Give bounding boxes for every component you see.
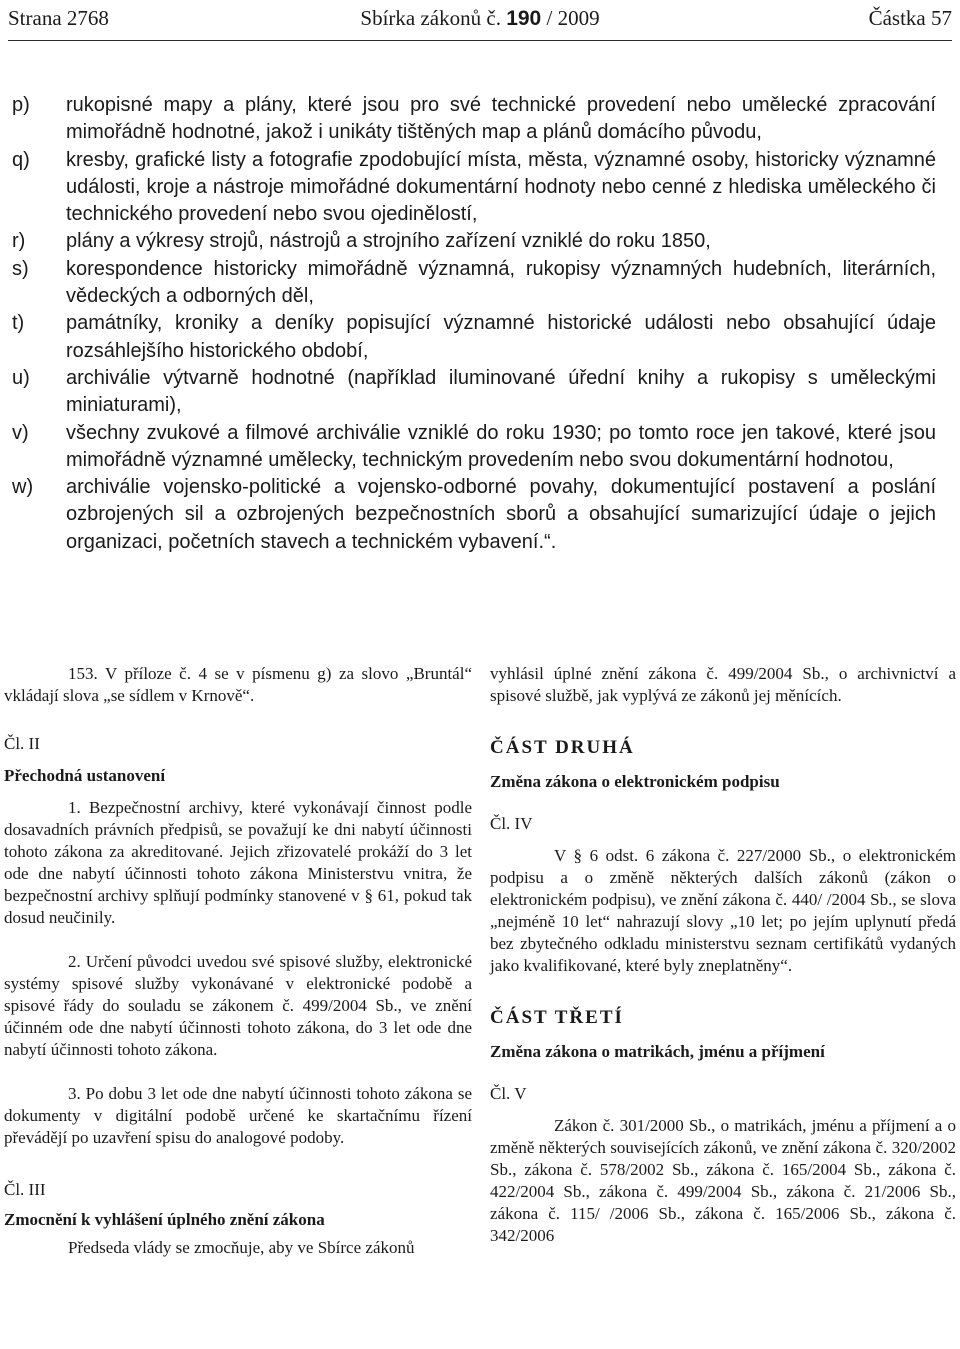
article-3-text: Předseda vlády se zmocňuje, aby ve Sbírce zákonů bbox=[68, 1238, 415, 1257]
list-item bbox=[12, 474, 936, 556]
list-item-text: plány a výkresy strojů, nástrojů a strojního zařízení vzniklé do roku 1850, bbox=[66, 230, 711, 253]
list-item-text: všechny zvukové a filmové archiválie vzniklé do roku 1930; po tomto roce jen takové, které jsou mimořádně významné umělecky, technickým provedením nebo svou dokumentární hodnotou, bbox=[66, 421, 936, 471]
spacer bbox=[4, 755, 472, 765]
spacer bbox=[490, 977, 956, 1007]
spacer bbox=[4, 1061, 472, 1083]
spacer bbox=[4, 787, 472, 797]
article-5-heading: Čl. V bbox=[490, 1084, 527, 1103]
list-item-text: památníky, kroniky a deníky popisující významné historické události nebo obsahující údaje rozsáhlejšího historického období, bbox=[66, 312, 936, 362]
spacer bbox=[4, 929, 472, 951]
part-3-title: Změna zákona o matrikách, jménu a příjmení bbox=[490, 1042, 825, 1061]
part-2-heading: ČÁST DRUHÁ bbox=[490, 737, 635, 758]
spacer bbox=[4, 1149, 472, 1179]
article-4-text: V § 6 odst. 6 zákona č. 227/2000 Sb., o elektronickém podpisu a o změně některých dalších zákonů (zákon o elektronickém podpisu), ve znění zákona č. 440/ /2004 Sb., se slova „nejméně 10 let“ nahrazují slovy „10 let; po jejím uplynutí předá bez zbytečného odkladu ministerstvu seznam certifikátů vydaných jako kvalifikované, které byly zneplatněny“. bbox=[490, 846, 956, 975]
spacer bbox=[490, 1105, 956, 1115]
list-item bbox=[12, 228, 936, 255]
spacer bbox=[490, 707, 956, 737]
spacer bbox=[490, 1029, 956, 1041]
part-2-title: Změna zákona o elektronickém podpisu bbox=[490, 772, 780, 791]
transitional-paragraph-1: 1. Bezpečnostní archivy, které vykonávají činnost podle dosavadních právních předpisů, se považují ke dni nabytí účinnosti tohoto zákona za akreditované. Jejich zřizovatelé prokáží do 3 let ode dne nabytí účinnosti tohoto zákona Ministerstvu vnitra, že bezpečnostní archivy splňují podmínky stanovené v § 61, pokud tak dosud neučinily. bbox=[4, 798, 472, 927]
article-3-heading: Čl. III bbox=[4, 1180, 46, 1199]
transitional-paragraph-3: 3. Po dobu 3 let ode dne nabytí účinnosti tohoto zákona se dokumenty v digitální podobě určené ke skartačnímu řízení převádějí po uzavření spisu do analogové podoby. bbox=[4, 1084, 472, 1147]
article-3-title: Zmocnění k vyhlášení úplného znění zákona bbox=[4, 1210, 325, 1229]
part-3-heading: ČÁST TŘETÍ bbox=[490, 1007, 624, 1028]
spacer bbox=[490, 793, 956, 813]
transitional-paragraph-2: 2. Určení původci uvedou své spisové služby, elektronické systémy spisové služby vykonávané v elektronické podobě a spisové řády do souladu se zákonem č. 499/2004 Sb., ve znění účinném ode dne nabytí účinnosti tohoto zákona, do 3 let ode dne nabytí účinnosti tohoto zákona. bbox=[4, 952, 472, 1059]
list-item bbox=[12, 420, 936, 475]
list-item bbox=[12, 92, 936, 147]
collection-prefix: Sbírka zákonů č. bbox=[360, 6, 501, 30]
list-item-label: v) bbox=[12, 421, 29, 444]
list-item bbox=[12, 310, 936, 365]
page-header bbox=[8, 0, 952, 41]
list-item-text: kresby, grafické listy a fotografie zpodobující místa, města, významné osoby, historicky významné události, kroje a nástroje mimořádné dokumentární hodnoty nebo cenné z hlediska uměleckého či technického provedení nebo svou ojedinělostí, bbox=[66, 148, 936, 226]
spacer bbox=[490, 759, 956, 771]
list-item bbox=[12, 147, 936, 229]
list-item-label: s) bbox=[12, 257, 29, 280]
amendment-point-153: 153. V příloze č. 4 se v písmenu g) za slovo „Bruntál“ vkládají slova „se sídlem v Krnově“. bbox=[4, 664, 472, 705]
collection-title bbox=[8, 6, 952, 31]
list-item bbox=[12, 365, 936, 420]
list-item-text: korespondence historicky mimořádně významná, rukopisy významných hudebních, literárních, vědeckých a odborných děl, bbox=[66, 257, 936, 308]
article-2-title: Přechodná ustanovení bbox=[4, 766, 166, 785]
list-item-text: archiválie vojensko-politické a vojensko-odborné povahy, dokumentující postavení a poslání ozbrojených sil a ozbrojených bezpečnostních sborů a obsahující sumarizující údaje o jejich organizaci, početních stavech a technickém vybavení.“. bbox=[66, 476, 936, 553]
law-number: 190 bbox=[506, 7, 542, 30]
spacer bbox=[490, 1063, 956, 1083]
article-2-heading: Čl. II bbox=[4, 734, 40, 753]
list-item-label: t) bbox=[12, 312, 25, 335]
issue-part: Částka 57 bbox=[868, 6, 952, 30]
article-5-text: Zákon č. 301/2000 Sb., o matrikách, jménu a příjmení a o změně některých souvisejících zákonů, ve znění zákona č. 320/2002 Sb., zákona č. 578/2002 Sb., zákona č. 165/2004 Sb., zákona č. 422/2004 Sb., zákona č. 499/2004 Sb., zákona č. 21/2006 Sb., zákona č. 115/ /2006 Sb., zákona č. 165/2006 Sb., zákona č. 342/2006 bbox=[490, 1116, 956, 1245]
list-item-text: archiválie výtvarně hodnotné (například iluminované úřední knihy a rukopisy s uměleckými miniaturami), bbox=[66, 366, 936, 417]
list-item-label: q) bbox=[12, 148, 30, 171]
list-item-label: u) bbox=[12, 366, 30, 389]
spacer bbox=[4, 1201, 472, 1209]
spacer bbox=[490, 835, 956, 845]
list-item-label: r) bbox=[12, 230, 26, 253]
right-column bbox=[490, 663, 956, 1247]
list-item-text: rukopisné mapy a plány, které jsou pro své technické provedení nebo umělecké zpracování mimořádně hodnotné, jakož i unikáty tištěných map a plánů domácího původu, bbox=[66, 94, 936, 144]
spacer bbox=[4, 707, 472, 733]
left-column bbox=[4, 663, 472, 1259]
article-3-continuation: vyhlásil úplné znění zákona č. 499/2004 Sb., o archivnictví a spisové službě, jak vyplývá ze zákonů jej měnících. bbox=[490, 664, 956, 705]
list-item-label: p) bbox=[12, 94, 30, 116]
list-item-label: w) bbox=[12, 476, 34, 499]
list-item bbox=[12, 256, 936, 311]
law-year: / 2009 bbox=[546, 6, 600, 30]
enumerated-list bbox=[12, 92, 936, 556]
page-number: Strana 2768 bbox=[8, 6, 109, 30]
article-4-heading: Čl. IV bbox=[490, 814, 533, 833]
